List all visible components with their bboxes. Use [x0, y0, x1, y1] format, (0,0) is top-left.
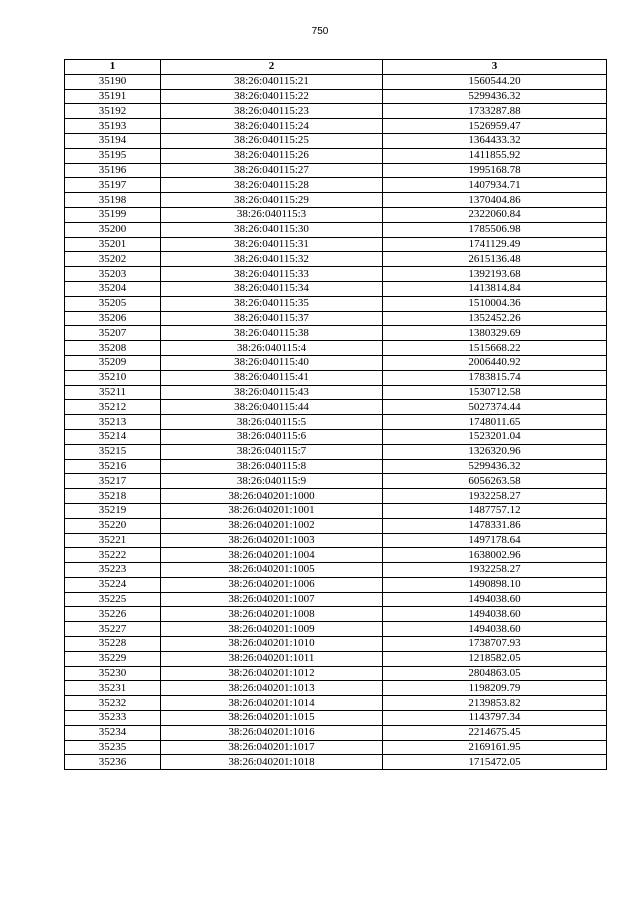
table-row	[65, 193, 607, 208]
cadastral-number-cell: 38:26:040115:37	[161, 311, 383, 326]
value-cell: 1560544.20	[383, 74, 607, 89]
value-cell: 1638002.96	[383, 548, 607, 563]
table-row	[65, 533, 607, 548]
table-row	[65, 681, 607, 696]
table-row	[65, 341, 607, 356]
table-row	[65, 666, 607, 681]
row-number-cell: 35220	[65, 518, 161, 533]
value-cell: 1530712.58	[383, 385, 607, 400]
row-number-cell: 35229	[65, 651, 161, 666]
cadastral-number-cell: 38:26:040115:7	[161, 444, 383, 459]
row-number-cell: 35216	[65, 459, 161, 474]
value-cell: 1526959.47	[383, 119, 607, 134]
row-number-cell: 35201	[65, 237, 161, 252]
table-row	[65, 74, 607, 89]
row-number-cell: 35213	[65, 415, 161, 430]
table-row	[65, 385, 607, 400]
table-row	[65, 326, 607, 341]
row-number-cell: 35211	[65, 385, 161, 400]
table-row	[65, 148, 607, 163]
cadastral-number-cell: 38:26:040115:25	[161, 133, 383, 148]
table-row	[65, 755, 607, 770]
row-number-cell: 35234	[65, 725, 161, 740]
value-cell: 1490898.10	[383, 577, 607, 592]
table-row	[65, 503, 607, 518]
value-cell: 2006440.92	[383, 355, 607, 370]
table-row	[65, 444, 607, 459]
row-number-cell: 35231	[65, 681, 161, 696]
cadastral-number-cell: 38:26:040201:1002	[161, 518, 383, 533]
cadastral-number-cell: 38:26:040115:31	[161, 237, 383, 252]
row-number-cell: 35203	[65, 267, 161, 282]
value-cell: 2804863.05	[383, 666, 607, 681]
cadastral-number-cell: 38:26:040115:21	[161, 74, 383, 89]
cadastral-number-cell: 38:26:040201:1014	[161, 696, 383, 711]
row-number-cell: 35194	[65, 133, 161, 148]
value-cell: 1783815.74	[383, 370, 607, 385]
row-number-cell: 35227	[65, 622, 161, 637]
row-number-cell: 35208	[65, 341, 161, 356]
cadastral-number-cell: 38:26:040201:1006	[161, 577, 383, 592]
value-cell: 1380329.69	[383, 326, 607, 341]
table-row	[65, 415, 607, 430]
table-row	[65, 489, 607, 504]
value-cell: 1515668.22	[383, 341, 607, 356]
value-cell: 1494038.60	[383, 622, 607, 637]
cadastral-number-cell: 38:26:040201:1015	[161, 711, 383, 726]
value-cell: 1487757.12	[383, 503, 607, 518]
table-row	[65, 725, 607, 740]
row-number-cell: 35197	[65, 178, 161, 193]
cadastral-number-cell: 38:26:040115:38	[161, 326, 383, 341]
value-cell: 5299436.32	[383, 89, 607, 104]
column-header-2: 2	[161, 60, 383, 75]
row-number-cell: 35225	[65, 592, 161, 607]
table-row	[65, 637, 607, 652]
value-cell: 1494038.60	[383, 607, 607, 622]
row-number-cell: 35219	[65, 503, 161, 518]
value-cell: 1352452.26	[383, 311, 607, 326]
cadastral-number-cell: 38:26:040201:1008	[161, 607, 383, 622]
cadastral-number-cell: 38:26:040115:4	[161, 341, 383, 356]
cadastral-number-cell: 38:26:040115:6	[161, 429, 383, 444]
row-number-cell: 35218	[65, 489, 161, 504]
value-cell: 1143797.34	[383, 711, 607, 726]
row-number-cell: 35223	[65, 563, 161, 578]
row-number-cell: 35209	[65, 355, 161, 370]
page-number: 750	[311, 26, 329, 37]
value-cell: 2169161.95	[383, 740, 607, 755]
table-row	[65, 281, 607, 296]
table-body	[65, 74, 607, 769]
table-row	[65, 592, 607, 607]
table-row	[65, 207, 607, 222]
row-number-cell: 35192	[65, 104, 161, 119]
value-cell: 1326320.96	[383, 444, 607, 459]
row-number-cell: 35204	[65, 281, 161, 296]
value-cell: 1218582.05	[383, 651, 607, 666]
value-cell: 1413814.84	[383, 281, 607, 296]
value-cell: 2214675.45	[383, 725, 607, 740]
row-number-cell: 35224	[65, 577, 161, 592]
cadastral-number-cell: 38:26:040115:22	[161, 89, 383, 104]
value-cell: 1995168.78	[383, 163, 607, 178]
table-row	[65, 577, 607, 592]
table-row	[65, 178, 607, 193]
cadastral-number-cell: 38:26:040115:28	[161, 178, 383, 193]
table-row	[65, 311, 607, 326]
table-row	[65, 222, 607, 237]
column-header-1: 1	[65, 60, 161, 75]
cadastral-number-cell: 38:26:040115:27	[161, 163, 383, 178]
table-row	[65, 429, 607, 444]
value-cell: 5299436.32	[383, 459, 607, 474]
value-cell: 5027374.44	[383, 400, 607, 415]
table-row	[65, 696, 607, 711]
cadastral-number-cell: 38:26:040115:30	[161, 222, 383, 237]
table-row	[65, 607, 607, 622]
cadastral-number-cell: 38:26:040115:24	[161, 119, 383, 134]
cadastral-number-cell: 38:26:040201:1001	[161, 503, 383, 518]
cadastral-number-cell: 38:26:040115:26	[161, 148, 383, 163]
cadastral-number-cell: 38:26:040115:43	[161, 385, 383, 400]
table-row	[65, 563, 607, 578]
column-header-3: 3	[383, 60, 607, 75]
row-number-cell: 35191	[65, 89, 161, 104]
table-row	[65, 267, 607, 282]
cadastral-number-cell: 38:26:040201:1000	[161, 489, 383, 504]
cadastral-number-cell: 38:26:040201:1004	[161, 548, 383, 563]
cadastral-number-cell: 38:26:040201:1007	[161, 592, 383, 607]
table-row	[65, 355, 607, 370]
row-number-cell: 35214	[65, 429, 161, 444]
value-cell: 1748011.65	[383, 415, 607, 430]
table-row	[65, 474, 607, 489]
row-number-cell: 35210	[65, 370, 161, 385]
row-number-cell: 35199	[65, 207, 161, 222]
data-table	[64, 59, 607, 770]
value-cell: 1523201.04	[383, 429, 607, 444]
row-number-cell: 35207	[65, 326, 161, 341]
cadastral-number-cell: 38:26:040201:1016	[161, 725, 383, 740]
cadastral-number-cell: 38:26:040115:44	[161, 400, 383, 415]
row-number-cell: 35212	[65, 400, 161, 415]
table-header-row	[65, 60, 607, 75]
cadastral-number-cell: 38:26:040115:34	[161, 281, 383, 296]
table-row	[65, 133, 607, 148]
value-cell: 1497178.64	[383, 533, 607, 548]
cadastral-number-cell: 38:26:040201:1005	[161, 563, 383, 578]
value-cell: 1364433.32	[383, 133, 607, 148]
value-cell: 1715472.05	[383, 755, 607, 770]
value-cell: 2615136.48	[383, 252, 607, 267]
cadastral-number-cell: 38:26:040115:8	[161, 459, 383, 474]
row-number-cell: 35233	[65, 711, 161, 726]
value-cell: 1407934.71	[383, 178, 607, 193]
value-cell: 1738707.93	[383, 637, 607, 652]
value-cell: 2322060.84	[383, 207, 607, 222]
row-number-cell: 35200	[65, 222, 161, 237]
cadastral-number-cell: 38:26:040115:33	[161, 267, 383, 282]
row-number-cell: 35215	[65, 444, 161, 459]
cadastral-number-cell: 38:26:040201:1010	[161, 637, 383, 652]
value-cell: 6056263.58	[383, 474, 607, 489]
row-number-cell: 35235	[65, 740, 161, 755]
table-row	[65, 651, 607, 666]
row-number-cell: 35190	[65, 74, 161, 89]
row-number-cell: 35232	[65, 696, 161, 711]
table-row	[65, 740, 607, 755]
row-number-cell: 35195	[65, 148, 161, 163]
value-cell: 1785506.98	[383, 222, 607, 237]
cadastral-number-cell: 38:26:040201:1018	[161, 755, 383, 770]
row-number-cell: 35193	[65, 119, 161, 134]
cadastral-number-cell: 38:26:040201:1009	[161, 622, 383, 637]
row-number-cell: 35236	[65, 755, 161, 770]
value-cell: 1478331.86	[383, 518, 607, 533]
row-number-cell: 35230	[65, 666, 161, 681]
cadastral-number-cell: 38:26:040201:1017	[161, 740, 383, 755]
table-row	[65, 370, 607, 385]
value-cell: 1733287.88	[383, 104, 607, 119]
cadastral-number-cell: 38:26:040201:1012	[161, 666, 383, 681]
cadastral-number-cell: 38:26:040201:1003	[161, 533, 383, 548]
value-cell: 1411855.92	[383, 148, 607, 163]
row-number-cell: 35198	[65, 193, 161, 208]
row-number-cell: 35228	[65, 637, 161, 652]
row-number-cell: 35196	[65, 163, 161, 178]
table-row	[65, 104, 607, 119]
table-row	[65, 237, 607, 252]
value-cell: 1392193.68	[383, 267, 607, 282]
table-row	[65, 119, 607, 134]
cadastral-number-cell: 38:26:040201:1013	[161, 681, 383, 696]
row-number-cell: 35226	[65, 607, 161, 622]
cadastral-number-cell: 38:26:040115:41	[161, 370, 383, 385]
table-row	[65, 711, 607, 726]
cadastral-number-cell: 38:26:040115:5	[161, 415, 383, 430]
table-row	[65, 459, 607, 474]
cadastral-number-cell: 38:26:040201:1011	[161, 651, 383, 666]
cadastral-number-cell: 38:26:040115:40	[161, 355, 383, 370]
value-cell: 1741129.49	[383, 237, 607, 252]
value-cell: 1370404.86	[383, 193, 607, 208]
row-number-cell: 35206	[65, 311, 161, 326]
cadastral-number-cell: 38:26:040115:3	[161, 207, 383, 222]
value-cell: 1932258.27	[383, 563, 607, 578]
row-number-cell: 35202	[65, 252, 161, 267]
table-row	[65, 89, 607, 104]
table-row	[65, 548, 607, 563]
table-row	[65, 252, 607, 267]
cadastral-number-cell: 38:26:040115:29	[161, 193, 383, 208]
table-row	[65, 400, 607, 415]
cadastral-number-cell: 38:26:040115:35	[161, 296, 383, 311]
row-number-cell: 35217	[65, 474, 161, 489]
value-cell: 1510004.36	[383, 296, 607, 311]
cadastral-number-cell: 38:26:040115:32	[161, 252, 383, 267]
row-number-cell: 35222	[65, 548, 161, 563]
cadastral-number-cell: 38:26:040115:23	[161, 104, 383, 119]
table-row	[65, 518, 607, 533]
table-row	[65, 163, 607, 178]
value-cell: 2139853.82	[383, 696, 607, 711]
table-row	[65, 296, 607, 311]
table-row	[65, 622, 607, 637]
value-cell: 1198209.79	[383, 681, 607, 696]
cadastral-number-cell: 38:26:040115:9	[161, 474, 383, 489]
row-number-cell: 35221	[65, 533, 161, 548]
row-number-cell: 35205	[65, 296, 161, 311]
value-cell: 1494038.60	[383, 592, 607, 607]
value-cell: 1932258.27	[383, 489, 607, 504]
